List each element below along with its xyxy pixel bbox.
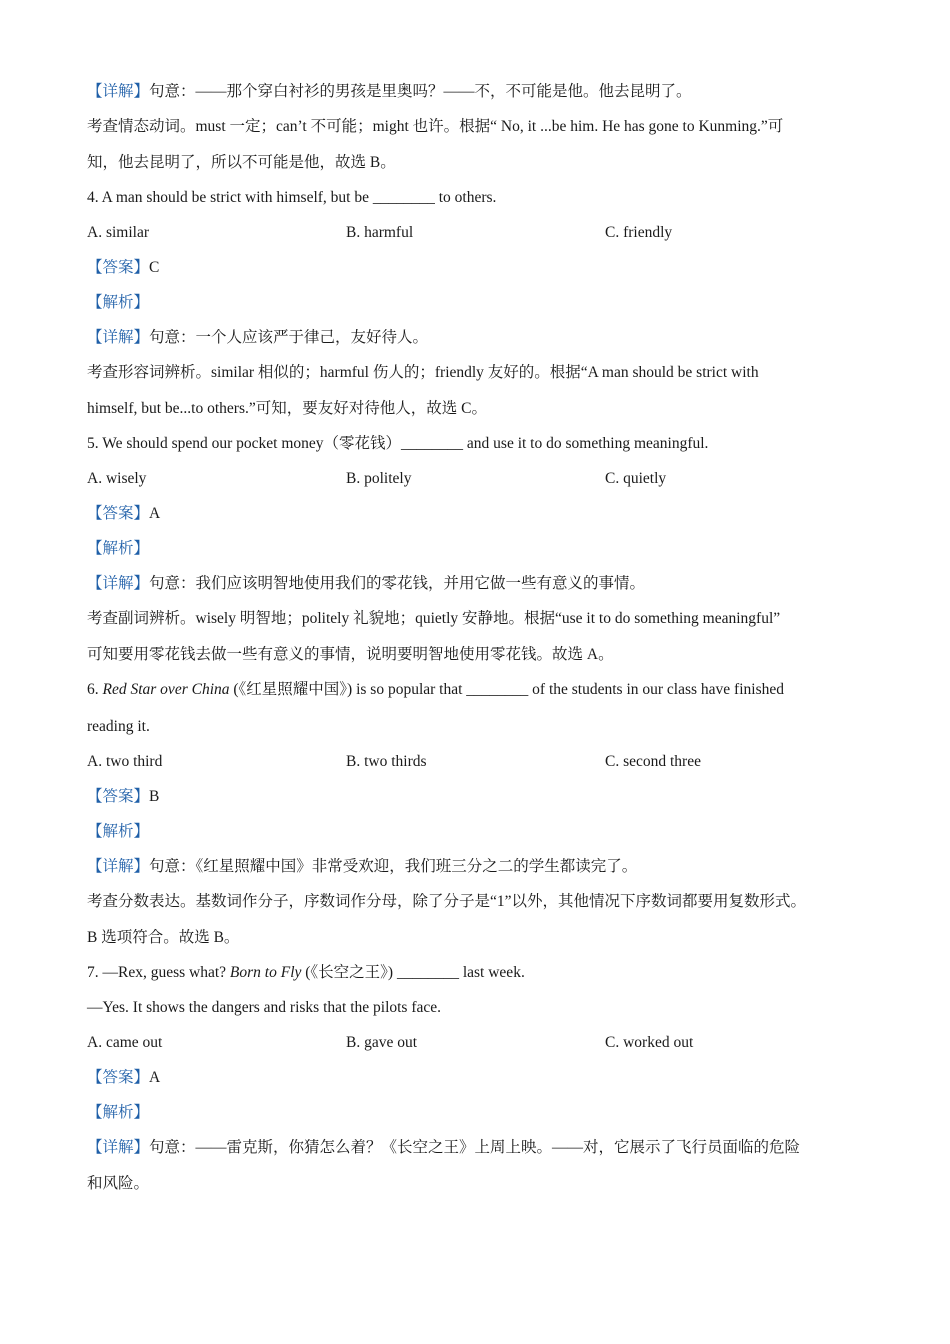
q7-reply: —Yes. It shows the dangers and risks that the pilots face.	[87, 999, 442, 1016]
q6-answer: B	[149, 788, 160, 805]
q4-detail-line: 【详解】句意：一个人应该严于律己，友好待人。	[87, 329, 429, 346]
q6-explanation-line-1: 考查分数表达。基数词作分子，序数词作分母，除了分子是“1”以外，其他情况下序数词都要用复数形式。	[87, 893, 807, 910]
q6-answer-line	[87, 787, 159, 807]
detail-tag: 【详解】	[87, 575, 150, 592]
q6-option-c: C. second three	[605, 753, 701, 770]
q7-answer: A	[149, 1069, 161, 1086]
q5-option-b: B. politely	[346, 470, 412, 487]
q5-explanation-line-1: 考查副词辨析。wisely 明智地；politely 礼貌地；quietly 安静地。根据“use it to do something meaningful”	[87, 610, 781, 627]
q4-option-b: B. harmful	[346, 224, 414, 241]
q6-option-b: B. two thirds	[346, 753, 427, 770]
q6-detail-line: 【详解】句意：《红星照耀中国》非常受欢迎，我们班三分之二的学生都读完了。	[87, 858, 638, 875]
detail-tag: 【详解】	[87, 1139, 150, 1156]
answer-tag: 【答案】	[87, 505, 150, 522]
q5-stem: 5. We should spend our pocket money（零花钱）________ and use it to do something meaningful.	[87, 435, 709, 452]
analysis-tag: 【解析】	[87, 1104, 150, 1121]
book-title: Red Star over China	[102, 681, 230, 698]
detail-tag: 【详解】	[87, 83, 150, 100]
answer-tag: 【答案】	[87, 788, 150, 805]
q4-explanation-line-2: himself, but be...to others.”可知，要友好对待他人，故选 C。	[87, 400, 487, 417]
q5-option-c: C. quietly	[605, 470, 667, 487]
q4-answer-line	[87, 258, 159, 278]
analysis-tag: 【解析】	[87, 823, 150, 840]
q4-answer: C	[149, 259, 160, 276]
q6-stem-line-2: reading it.	[87, 718, 150, 735]
q6-stem: 6. Red Star over China (《红星照耀中国》) is so popular that ________ of the students in our class have finished	[87, 681, 784, 698]
answer-tag: 【答案】	[87, 1069, 150, 1086]
q3-explanation-line-2: 知，他去昆明了，所以不可能是他，故选 B。	[87, 154, 396, 171]
q5-option-a: A. wisely	[87, 470, 147, 487]
q4-explanation-line-1: 考查形容词辨析。similar 相似的；harmful 伤人的；friendly 友好的。根据“A man should be strict with	[87, 364, 759, 381]
q7-answer-line	[87, 1068, 160, 1088]
answer-tag: 【答案】	[87, 259, 150, 276]
q5-answer: A	[149, 505, 161, 522]
q3-explanation-line-1: 考查情态动词。must 一定；can’t 不可能；might 也许。根据“ No, it ...be him. He has gone to Kunming.”可	[87, 118, 784, 135]
q7-option-b: B. gave out	[346, 1034, 418, 1051]
q4-stem: 4. A man should be strict with himself, but be ________ to others.	[87, 189, 497, 206]
q5-explanation-line-2: 可知要用零花钱去做一些有意义的事情，说明要明智地使用零花钱。故选 A。	[87, 646, 614, 663]
detail-tag: 【详解】	[87, 858, 150, 875]
q5-answer-line	[87, 504, 160, 524]
q3-detail-line: 【详解】句意：——那个穿白衬衫的男孩是里奥吗？——不，不可能是他。他去昆明了。	[87, 83, 692, 100]
q7-option-a: A. came out	[87, 1034, 163, 1051]
q7-stem: 7. —Rex, guess what? Born to Fly (《长空之王》) ________ last week.	[87, 964, 525, 981]
detail-tag: 【详解】	[87, 329, 150, 346]
analysis-tag: 【解析】	[87, 294, 150, 311]
q6-option-a: A. two third	[87, 753, 163, 770]
q7-option-c: C. worked out	[605, 1034, 694, 1051]
q4-option-c: C. friendly	[605, 224, 673, 241]
q7-detail-line: 【详解】句意：——雷克斯，你猜怎么着？《长空之王》上周上映。——对，它展示了飞行员面临的危险	[87, 1139, 801, 1156]
movie-title: Born to Fly	[229, 964, 302, 981]
analysis-tag: 【解析】	[87, 540, 150, 557]
q4-option-a: A. similar	[87, 224, 149, 241]
q5-detail-line: 【详解】句意：我们应该明智地使用我们的零花钱，并用它做一些有意义的事情。	[87, 575, 646, 592]
q7-detail-line-2: 和风险。	[87, 1175, 150, 1192]
q6-explanation-line-2: B 选项符合。故选 B。	[87, 929, 240, 946]
